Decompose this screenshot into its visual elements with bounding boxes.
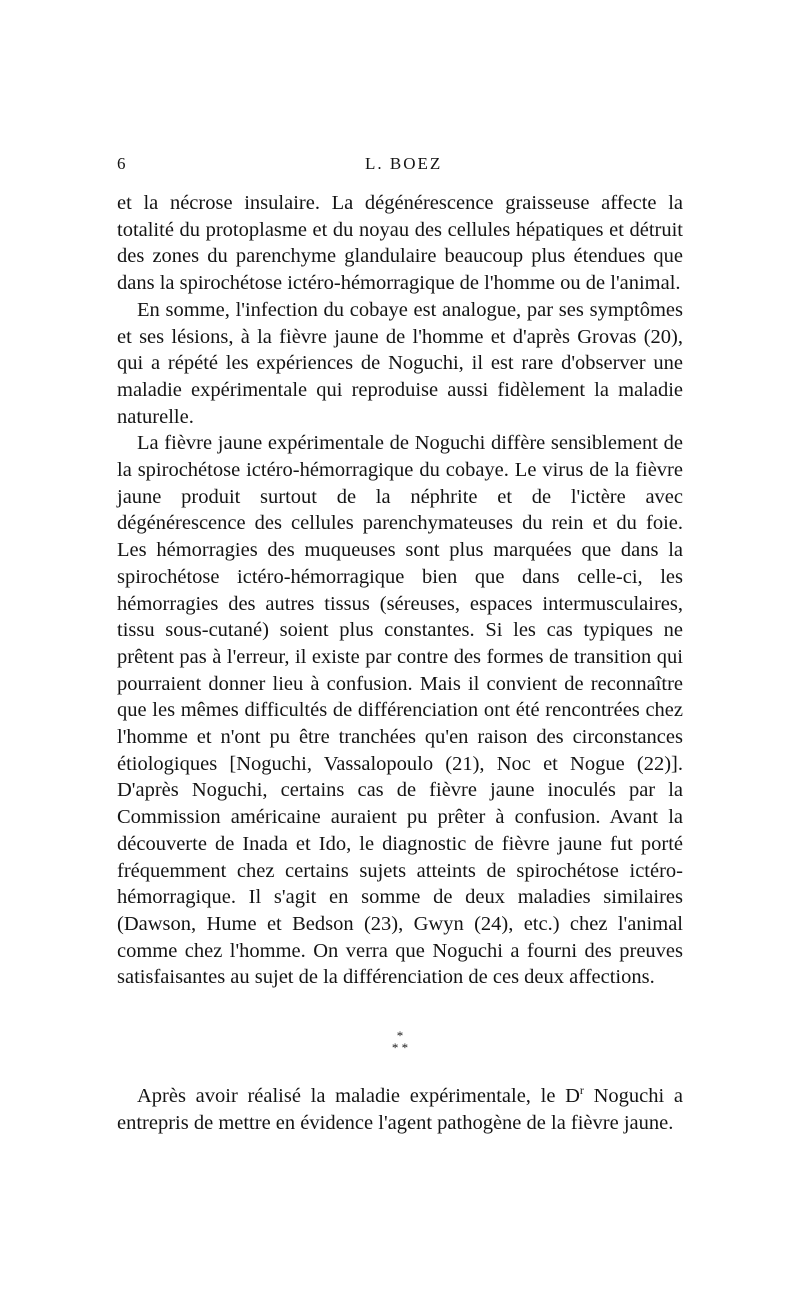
asterism-top: *: [396, 1028, 404, 1043]
paragraph-analogy: En somme, l'infection du cobaye est analogue, par ses symptômes et ses lésions, à la fièvre jaune de l'homme et d'après Grovas (20), qui a répété les expériences de Noguchi, il est rare d'observer une maladie expérimentale qui reproduise aussi fidèlement la maladie naturelle.: [117, 298, 683, 428]
page-number: 6: [117, 154, 126, 173]
paragraph-continuation: et la nécrose insulaire. La dégénérescence graisseuse affecte la totalité du protoplasme et du noyau des cellules hépatiques et détruit des zones du parenchyme glandulaire beaucoup plus étendues que dans la spirochétose ictéro-hémorragique de l'homme ou de l'animal.: [117, 192, 683, 295]
running-head: L. BOEZ: [365, 154, 443, 173]
paragraph-differentiation: La fièvre jaune expérimentale de Noguchi diffère sensiblement de la spirochétose ictéro-hémorragique du cobaye. Le virus de la fièvre jaune produit surtout de la néphrite et de l'ictère avec dégénérescence des cellules parenchymateuses du rein et du foie. Les hémorragies des muqueuses sont plus marquées que dans la spirochétose ictéro-hémorragique bien que dans celle-ci, les hémorragies des autres tissus (séreuses, espaces intermusculaires, tissu sous-cutané) soient plus constantes. Si les cas typiques ne prêtent pas à l'erreur, il existe par contre des formes de transition qui pourraient donner lieu à confusion. Mais il convient de reconnaître que les mêmes difficultés de différenciation ont été rencontrées chez l'homme et n'ont pu être tranchées qu'en raison des circonstances étiologiques [Noguchi, Vassalopoulo (21), Noc et Nogue (22)]. D'après Noguchi, certains cas de fièvre jaune inoculés par la Commission américaine auraient pu prêter à confusion. Avant la découverte de Inada et Ido, le diagnostic de fièvre jaune fut porté fréquemment chez certains sujets atteints de spirochétose ictéro-hémorragique. Il s'agit en somme de deux maladies similaires (Dawson, Hume et Bedson (23), Gwyn (24), etc.) chez l'animal comme chez l'homme. On verra que Noguchi a fourni des preuves satisfaisantes au sujet de la différenciation de ces deux affections.: [117, 432, 683, 989]
page-header: [117, 154, 682, 180]
closing-section: [117, 1083, 683, 1136]
asterism-bottom: * *: [391, 1040, 409, 1055]
section-separator: [370, 1030, 430, 1064]
closing-text-start: Après avoir réalisé la maladie expérimentale, le D: [137, 1085, 580, 1107]
doctor-abbreviation-superscript: r: [579, 1083, 584, 1098]
paragraph-closing: [117, 1083, 683, 1136]
closing-text-end: Noguchi a entrepris de mettre en évidence l'agent pathogène de la fièvre jaune.: [117, 1085, 684, 1134]
main-text: [117, 190, 683, 991]
